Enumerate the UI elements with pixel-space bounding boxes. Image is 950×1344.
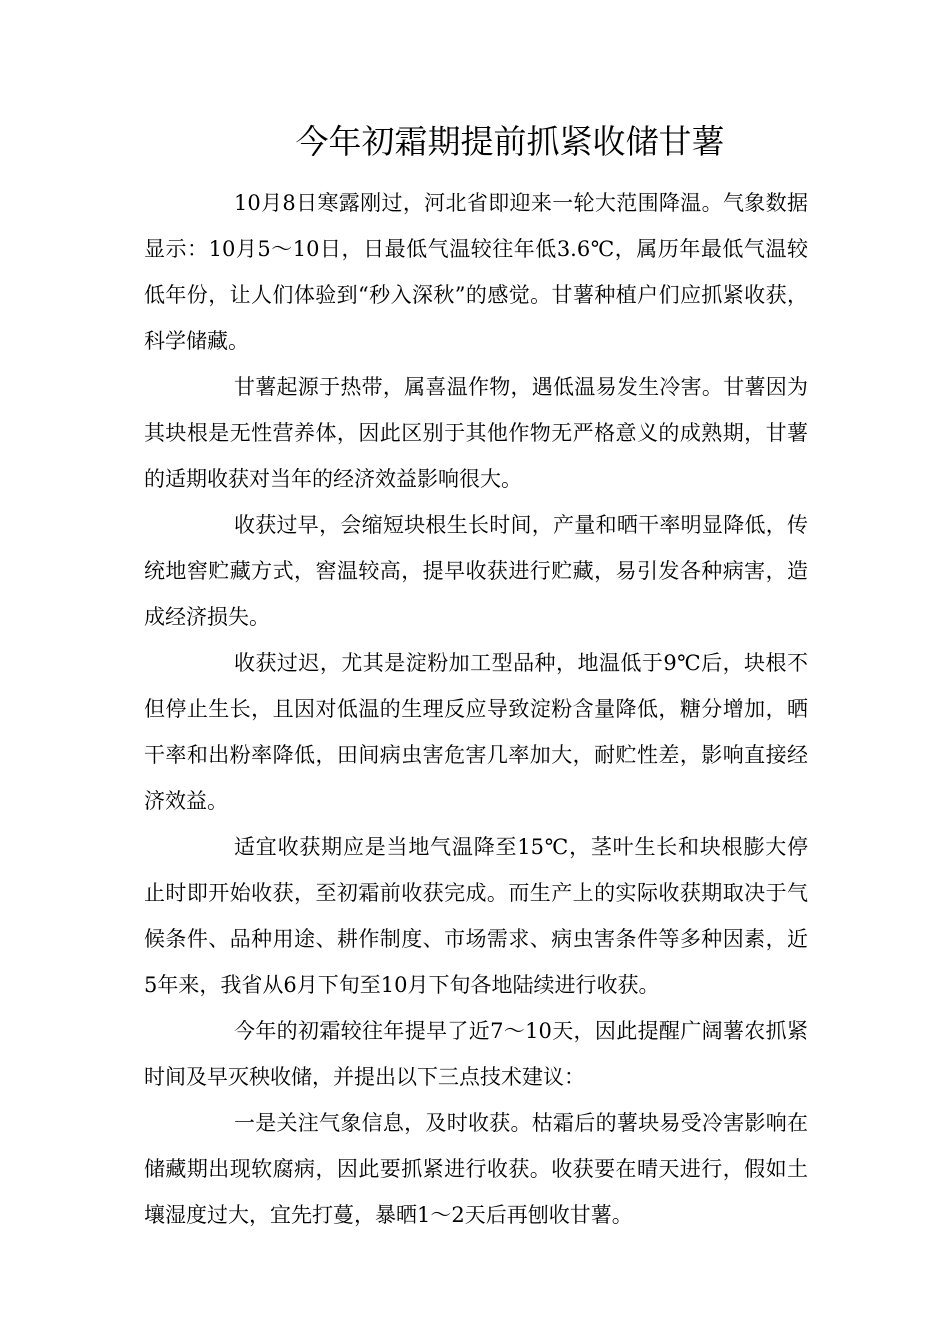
- paragraph-suggestion-one: 一是关注气象信息，及时收获。枯霜后的薯块易受冷害影响在储藏期出现软腐病，因此要抓紧进行收获。收获要在晴天进行，假如土壤湿度过大，宜先打蔓，暴晒1～2天后再刨收甘薯。: [144, 1111, 808, 1227]
- document-title: 今年初霜期提前抓紧收储甘薯: [295, 122, 725, 161]
- paragraph-late-harvest: 收获过迟，尤其是淀粉加工型品种，地温低于9℃后，块根不但停止生长，且因对低温的生理反应导致淀粉含量降低，糖分增加，晒干率和出粉率降低，田间病虫害危害几率加大，耐贮性差，影响直接经济效益。: [144, 651, 808, 813]
- paragraph-harvest-period: 适宜收获期应是当地气温降至15℃，茎叶生长和块根膨大停止时即开始收获，至初霜前收获完成。而生产上的实际收获期取决于气候条件、品种用途、耕作制度、市场需求、病虫害条件等多种因素，近5年来，我省从6月下旬至10月下旬各地陆续进行收获。: [144, 835, 808, 997]
- paragraph-cold-snap: 10月8日寒露刚过，河北省即迎来一轮大范围降温。气象数据显示：10月5～10日，日最低气温较往年低3.6℃，属历年最低气温较低年份，让人们体验到“秒入深秋”的感觉。甘薯种植户们应抓紧收获，科学储藏。: [144, 191, 808, 353]
- paragraph-early-harvest: 收获过早，会缩短块根生长时间，产量和晒干率明显降低，传统地窖贮藏方式，窖温较高，提早收获进行贮藏，易引发各种病害，造成经济损失。: [144, 513, 808, 629]
- paragraph-origin: 甘薯起源于热带，属喜温作物，遇低温易发生冷害。甘薯因为其块根是无性营养体，因此区别于其他作物无严格意义的成熟期，甘薯的适期收获对当年的经济效益影响很大。: [144, 375, 808, 491]
- document-body: [144, 180, 808, 1238]
- paragraph-early-frost: 今年的初霜较往年提早了近7～10天，因此提醒广阔薯农抓紧时间及早灭秧收储，并提出以下三点技术建议：: [144, 1019, 808, 1089]
